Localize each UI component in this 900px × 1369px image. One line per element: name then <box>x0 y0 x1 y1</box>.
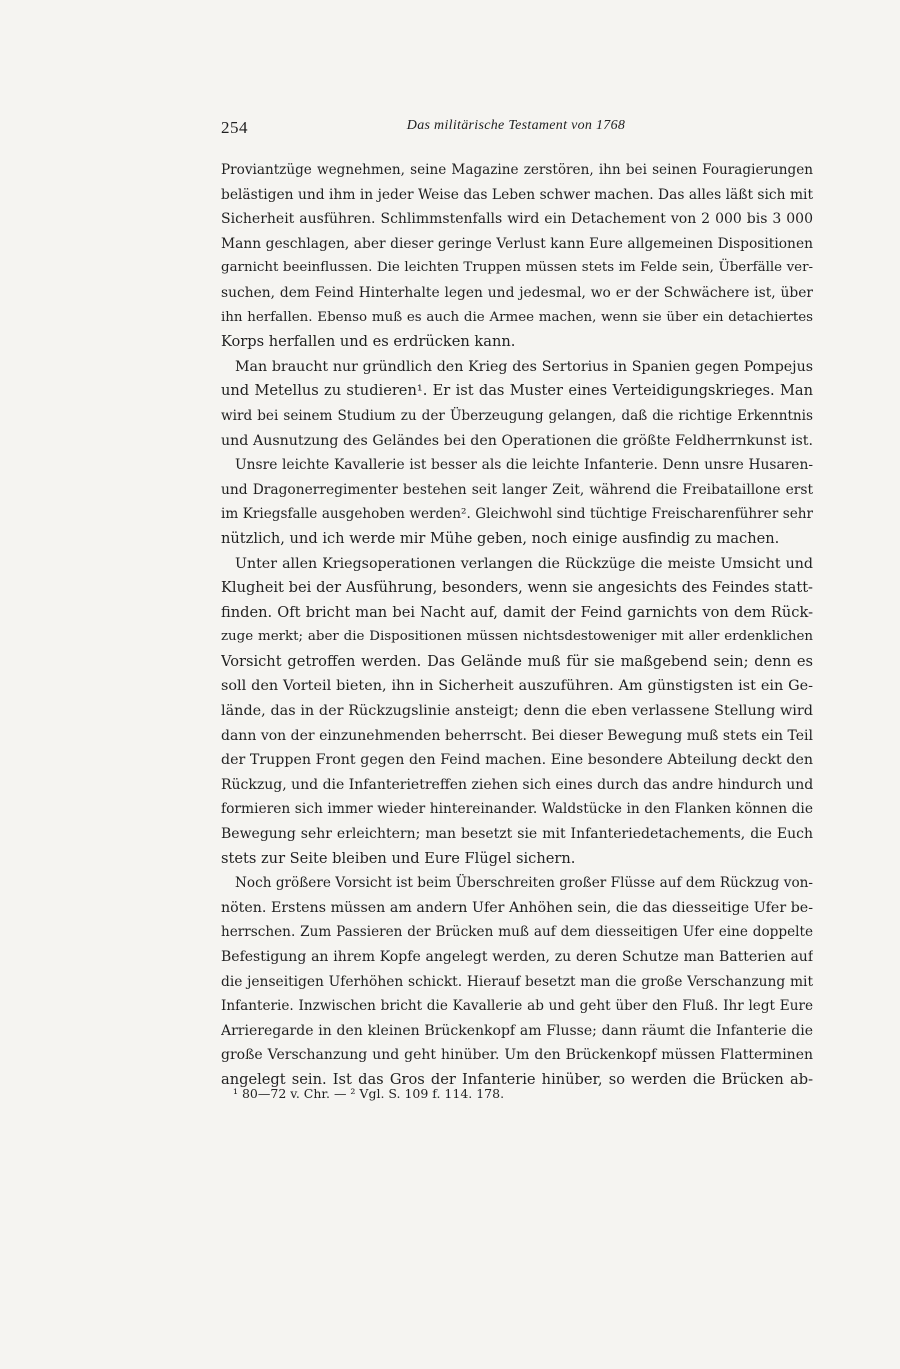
text-line: Bewegung sehr erleichtern; man besetzt sie mit Infanteriedetachements, die Euch <box>221 826 813 843</box>
page-number: 254 <box>221 118 248 137</box>
text-line: Klugheit bei der Ausführung, besonders, wenn sie angesichts des Feindes statt- <box>221 579 813 597</box>
text-line: Man braucht nur gründlich den Krieg des Sertorius in Spanien gegen Pompejus <box>235 358 813 375</box>
text-line: belästigen und ihm in jeder Weise das Leben schwer machen. Das alles läßt sich mit <box>221 186 813 203</box>
text-line: und Dragonerregimenter bestehen seit langer Zeit, während die Freibataillone erst <box>221 481 813 498</box>
text-line: finden. Oft bricht man bei Nacht auf, damit der Feind garnichts von dem Rück- <box>221 603 813 621</box>
text-line: Proviantzüge wegnehmen, seine Magazine zerstören, ihn bei seinen Fouragierungen <box>221 162 813 178</box>
footnote: ¹ 80—72 v. Chr. — ² Vgl. S. 109 f. 114. 178. <box>233 1086 505 1101</box>
text-line: Korps herfallen und es erdrücken kann. <box>221 333 516 351</box>
body-text <box>221 158 813 1093</box>
text-line: formieren sich immer wieder hintereinander. Waldstücke in den Flanken können die <box>221 801 813 818</box>
running-head <box>221 118 811 140</box>
text-line: angelegt sein. Ist das Gros der Infanterie hinüber, so werden die Brücken ab- <box>221 1070 813 1088</box>
running-title: Das militärische Testament von 1768 <box>406 118 626 133</box>
text-line: nöten. Erstens müssen am andern Ufer Anhöhen sein, die das diesseitige Ufer be- <box>221 899 813 916</box>
text-line: Unter allen Kriegsoperationen verlangen die Rückzüge die meiste Umsicht und <box>235 555 813 572</box>
text-line: stets zur Seite bleiben und Eure Flügel sichern. <box>221 849 576 867</box>
text-line: Arrieregarde in den kleinen Brückenkopf am Flusse; dann räumt die Infanterie die <box>221 1022 813 1039</box>
text-line: der Truppen Front gegen den Feind machen. Eine besondere Abteilung deckt den <box>221 752 813 769</box>
text-line: Infanterie. Inzwischen bricht die Kavallerie ab und geht über den Fluß. Ihr legt Eure <box>221 998 813 1015</box>
text-line: dann von der einzunehmenden beherrscht. Bei dieser Bewegung muß stets ein Teil <box>221 727 813 744</box>
text-line: ihn herfallen. Ebenso muß es auch die Armee machen, wenn sie über ein detachiertes <box>221 309 813 325</box>
text-line: im Kriegsfalle ausgehoben werden². Gleichwohl sind tüchtige Freischarenführer sehr <box>221 506 813 523</box>
text-line: soll den Vorteil bieten, ihn in Sicherheit auszuführen. Am günstigsten ist ein Ge- <box>221 678 813 695</box>
text-line: große Verschanzung und geht hinüber. Um den Brückenkopf müssen Flatterminen <box>221 1047 813 1064</box>
text-line: Sicherheit ausführen. Schlimmstenfalls wird ein Detachement von 2 000 bis 3 000 <box>221 211 813 228</box>
text-line: lände, das in der Rückzugslinie ansteigt; denn die eben verlassene Stellung wird <box>221 703 813 720</box>
text-line: Befestigung an ihrem Kopfe angelegt werden, zu deren Schutze man Batterien auf <box>221 949 813 965</box>
text-line: nützlich, und ich werde mir Mühe geben, noch einige ausfindig zu machen. <box>221 529 780 547</box>
text-line: Noch größere Vorsicht ist beim Überschreiten großer Flüsse auf dem Rückzug von- <box>235 875 813 892</box>
text-line: garnicht beeinflussen. Die leichten Truppen müssen stets im Felde sein, Überfälle ver- <box>221 260 813 276</box>
text-line: Mann geschlagen, aber dieser geringe Verlust kann Eure allgemeinen Dispositionen <box>221 235 813 252</box>
text-line: und Ausnutzung des Geländes bei den Operationen die größte Feldherrnkunst ist. <box>221 432 813 449</box>
text-line: suchen, dem Feind Hinterhalte legen und jedesmal, wo er der Schwächere ist, über <box>221 284 813 301</box>
text-line: und Metellus zu studieren¹. Er ist das Muster eines Verteidigungskrieges. Man <box>221 382 813 400</box>
text-line: zuge merkt; aber die Dispositionen müssen nichtsdestoweniger mit aller erdenklichen <box>221 629 813 645</box>
text-line: die jenseitigen Uferhöhen schickt. Hierauf besetzt man die große Verschanzung mit <box>221 973 813 990</box>
text-line: herrschen. Zum Passieren der Brücken muß auf dem diesseitigen Ufer eine doppelte <box>221 924 813 941</box>
text-line: Vorsicht getroffen werden. Das Gelände muß für sie maßgebend sein; denn es <box>221 652 813 670</box>
text-line: Unsre leichte Kavallerie ist besser als die leichte Infanterie. Denn unsre Husaren- <box>235 457 813 474</box>
text-line: wird bei seinem Studium zu der Überzeugung gelangen, daß die richtige Erkenntnis <box>221 407 813 424</box>
text-line: Rückzug, und die Infanterietreffen ziehen sich eines durch das andre hindurch und <box>221 776 813 793</box>
